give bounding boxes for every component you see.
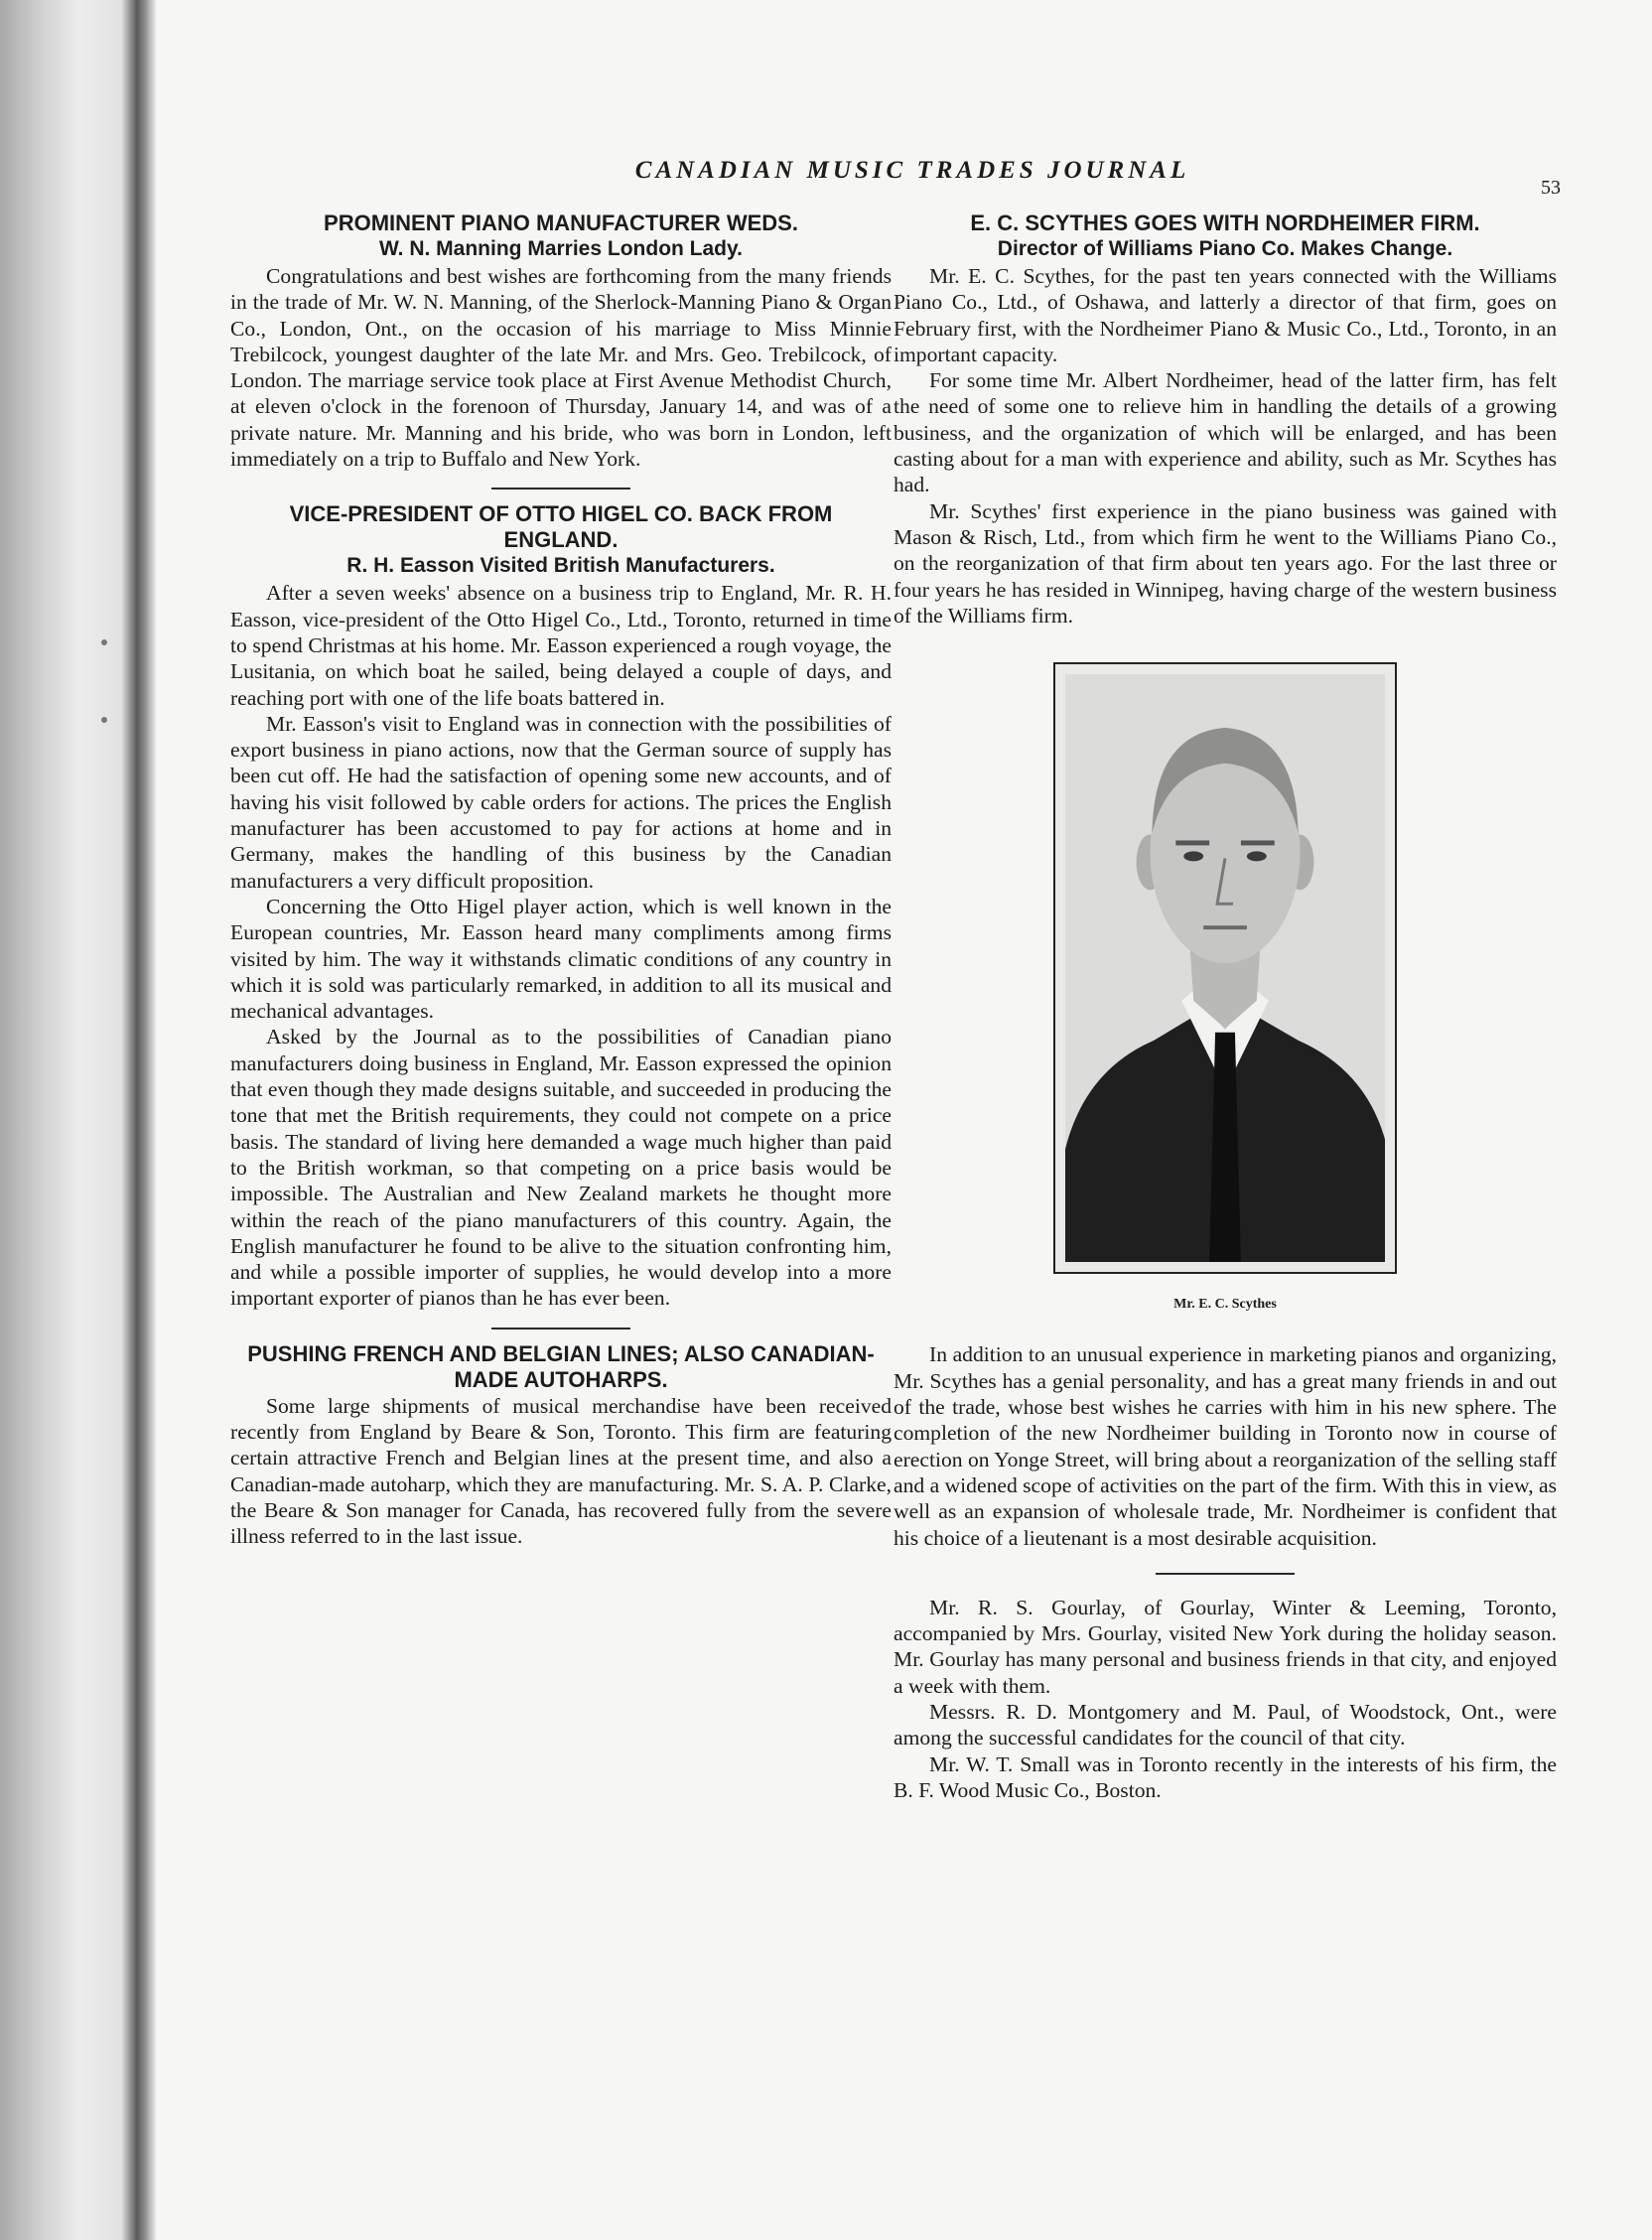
book-binding-edge <box>0 0 157 2240</box>
headline: PUSHING FRENCH AND BELGIAN LINES; ALSO CANADIAN-MADE AUTOHARPS. <box>247 1340 875 1392</box>
article-scythes <box>894 210 1557 1551</box>
headline: VICE-PRESIDENT OF OTTO HIGEL CO. BACK FROM ENGLAND. <box>289 501 833 553</box>
section-divider <box>491 1328 630 1330</box>
paragraph: Mr. E. C. Scythes, for the past ten years connected with the Williams Piano Co., Ltd., of Oshawa, and latterly a director of that firm, goes on February first, with the Nordheimer Piano & Music Co., Ltd., Toronto, in an important capacity. <box>894 264 1557 366</box>
headline: E. C. SCYTHES GOES WITH NORDHEIMER FIRM. <box>970 210 1480 235</box>
binding-hole <box>101 717 107 723</box>
paragraph: Concerning the Otto Higel player action, which is well known in the European countries, Mr. Easson heard many compliments among firms visited by him. The way it withstands climatic conditions of any country in which it is sold was particularly remarked, in addition to all its musical and mechanical advantages. <box>230 894 892 1024</box>
article-otto-higel <box>230 501 892 1311</box>
paragraph: For some time Mr. Albert Nordheimer, head of the latter firm, has felt the need of some one to relieve him in handling the details of a growing business, and the organization of which will be enlarged, and has been casting about for a man with experience and ability, such as Mr. Scythes has had. <box>894 368 1557 497</box>
brief-paragraph: Messrs. R. D. Montgomery and M. Paul, of Woodstock, Ont., were among the successful candidates for the council of that city. <box>894 1700 1557 1750</box>
paragraph: Mr. Easson's visit to England was in connection with the possibilities of export business in piano actions, now that the German source of supply has been cut off. He had the satisfaction of opening some new accounts, and of having his visit followed by cable orders for actions. The prices the English manufacturer has been accustomed to pay for actions at home and in Germany, makes the handling of this business by the Canadian manufacturers a very difficult proposition. <box>230 711 892 893</box>
paragraph: Asked by the Journal as to the possibilities of Canadian piano manufacturers doing business in England, Mr. Easson expressed the opinion that even though they made designs suitable, and succeeded in producing the tone that met the British requirements, they could not compete on a price basis. The standard of living here demanded a wage much higher than paid to the British workman, so that competing on a price basis would be impossible. The Australian and New Zealand markets he thought more within the reach of the piano manufacturers of this country. Again, the English manufacturer he found to be alive to the situation confronting him, and while a possible importer of supplies, he would develop into a more important exporter of pianos than he has ever been. <box>230 1025 892 1311</box>
paragraph: In addition to an unusual experience in marketing pianos and organizing, Mr. Scythes has a genial personality, and has a great many friends in and out of the trade, whose best wishes he carries with him in his new sphere. The completion of the new Nordheimer building in Toronto now in course of erection on Yonge Street, will bring about a reorganization of the selling staff and a widened scope of activities on the part of the firm. With this in view, as well as an expansion of wholesale trade, Mr. Nordheimer is confident that his choice of a lieutenant is a most desirable acquisition. <box>894 1342 1557 1550</box>
headline: PROMINENT PIANO MANUFACTURER WEDS. <box>324 210 798 235</box>
page-number: 53 <box>1541 177 1561 199</box>
paragraph: After a seven weeks' absence on a business trip to England, Mr. R. H. Easson, vice-president of the Otto Higel Co., Ltd., Toronto, returned in time to spend Christmas at his home. Mr. Easson experienced a rough voyage, the Lusitania, on which boat he sailed, being delayed a couple of days, and reaching port with one of the life boats battered in. <box>230 581 892 710</box>
subheadline: W. N. Manning Marries London Lady. <box>379 237 743 260</box>
article-manning-wedding <box>230 210 892 472</box>
paragraph: Some large shipments of musical merchandise have been received recently from England by Beare & Son, Toronto. This firm are featuring certain attractive French and Belgian lines at the present time, and also a Canadian-made autoharp, which they are manufacturing. Mr. S. A. P. Clarke, the Beare & Son manager for Canada, has recovered fully from the severe illness referred to in the last issue. <box>230 1393 892 1549</box>
subheadline: R. H. Easson Visited British Manufacturers. <box>346 554 775 578</box>
brief-paragraph: Mr. R. S. Gourlay, of Gourlay, Winter & Leeming, Toronto, accompanied by Mrs. Gourlay, visited New York during the holiday season. Mr. Gourlay has many personal and business friends in that city, and enjoyed a week with them. <box>894 1595 1557 1698</box>
paragraph: Mr. Scythes' first experience in the piano business was gained with Mason & Risch, Ltd., from which firm he went to the Williams Piano Co., on the reorganization of that firm about ten years ago. For the last three or four years he has resided in Winnipeg, having charge of the western business of the Williams firm. <box>894 498 1557 628</box>
paragraph: Congratulations and best wishes are forthcoming from the many friends in the trade of Mr. W. N. Manning, of the Sherlock-Manning Piano & Organ Co., London, Ont., on the occasion of his marriage to Miss Minnie Trebilcock, youngest daughter of the late Mr. and Mrs. Geo. Trebilcock, of London. The marriage service took place at First Avenue Methodist Church, at eleven o'clock in the forenoon of Thursday, January 14, and was of a private nature. Mr. Manning and his bride, who was born in London, left immediately on a trip to Buffalo and New York. <box>230 264 892 472</box>
portrait-image <box>1065 674 1385 1262</box>
portrait-photo <box>1053 662 1397 1274</box>
right-column <box>894 210 1557 1803</box>
news-briefs <box>894 1595 1557 1803</box>
running-head: CANADIAN MUSIC TRADES JOURNAL <box>634 157 1190 184</box>
binding-hole <box>101 639 107 645</box>
left-column <box>230 210 892 1549</box>
subheadline: Director of Williams Piano Co. Makes Change. <box>997 237 1453 260</box>
section-divider <box>491 488 630 490</box>
brief-paragraph: Mr. W. T. Small was in Toronto recently in the interests of his firm, the B. F. Wood Music Co., Boston. <box>894 1751 1557 1802</box>
section-divider <box>1156 1573 1295 1575</box>
article-french-belgian <box>230 1341 892 1550</box>
magazine-page <box>157 0 1652 2240</box>
photo-caption: Mr. E. C. Scythes <box>1173 1297 1277 1313</box>
